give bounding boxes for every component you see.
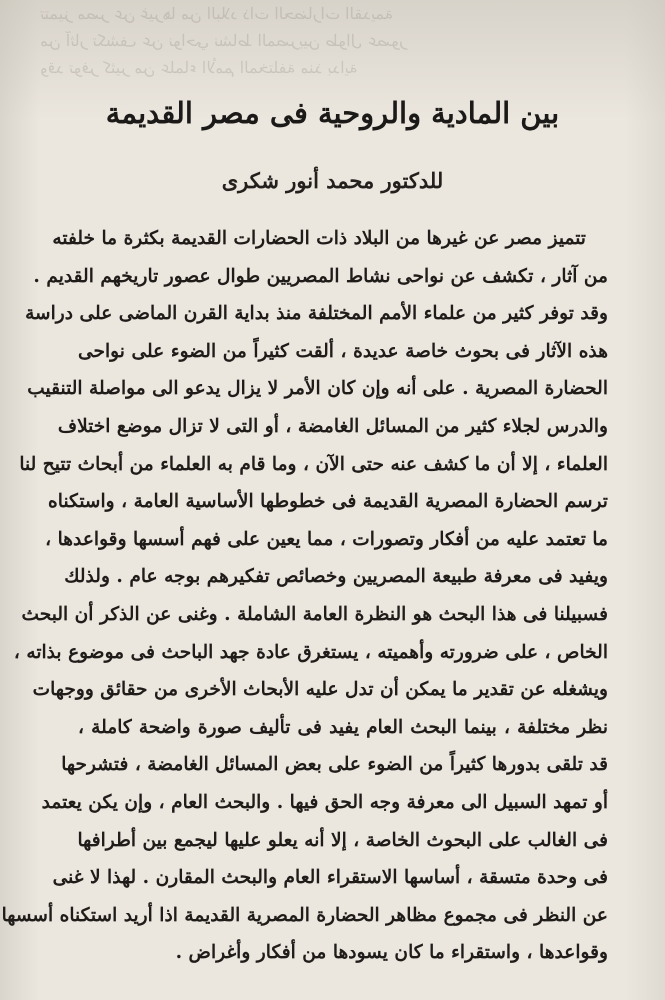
text-line: ترسم الحضارة المصرية القديمة فى خطوطها الأساسية العامة ، واستكناه bbox=[48, 491, 608, 513]
bleed-through-line: من آثار تكشف عن نواحي نشاط المصريين طوال عصور bbox=[40, 31, 407, 50]
text-line: وقد توفر كثير من علماء الأمم المختلفة منذ بداية القرن الماضى على دراسة bbox=[25, 303, 608, 325]
text-line: فى الغالب على البحوث الخاصة ، إلا أنه يعلو عليها ليجمع بين أطرافها bbox=[77, 829, 608, 851]
text-line: قد تلقى بدورها كثيراً من الضوء على بعض المسائل الغامضة ، فتشرحها bbox=[61, 754, 608, 776]
text-line: تتميز مصر عن غيرها من البلاد ذات الحضارات القديمة بكثرة ما خلفته bbox=[52, 228, 586, 249]
article-author: للدكتور محمد أنور شكرى bbox=[221, 168, 444, 193]
text-line: ويشغله عن تقدير ما يمكن أن تدل عليه الأبحاث الأخرى من حقائق ووجهات bbox=[32, 679, 608, 701]
text-line: أو تمهد السبيل الى معرفة وجه الحق فيها . والبحث العام ، وإن يكن يعتمد bbox=[41, 791, 608, 813]
text-line: من آثار ، تكشف عن نواحى نشاط المصريين طوال عصور تاريخهم القديم . bbox=[33, 265, 608, 287]
text-line: وقواعدها ، واستقراء ما كان يسودها من أفكار وأغراض . bbox=[175, 942, 608, 964]
text-line: فسبيلنا فى هذا البحث هو النظرة العامة الشاملة . وغنى عن الذكر أن البحث bbox=[21, 603, 608, 625]
text-line: العلماء ، إلا أن ما كشف عنه حتى الآن ، وما قام به العلماء من أبحاث تتيح لنا bbox=[19, 453, 608, 475]
text-line: ما تعتمد عليه من أفكار وتصورات ، مما يعين على فهم أسسها وقواعدها ، bbox=[45, 528, 608, 550]
text-line: فى وحدة متسقة ، أساسها الاستقراء العام والبحث المقارن . لهذا لا غنى bbox=[52, 867, 608, 889]
text-line: عن النظر فى مجموع مظاهر الحضارة المصرية القديمة اذا أريد استكناه أسسها bbox=[1, 904, 608, 926]
text-line: والدرس لجلاء كثير من المسائل الغامضة ، أو التى لا تزال موضع اختلاف bbox=[57, 415, 608, 437]
text-line: الخاص ، على ضرورته وأهميته ، يستغرق عادة جهد الباحث فى موضوع بذاته ، bbox=[13, 641, 608, 663]
article-body bbox=[1, 220, 608, 972]
bleed-through-text bbox=[40, 0, 625, 95]
bleed-through-line: وقد توفر كثير من علماء الأمم المختلفة منذ بداية bbox=[40, 58, 358, 77]
text-line: نظر مختلفة ، بينما البحث العام يفيد فى تأليف صورة واضحة كاملة ، bbox=[78, 716, 608, 738]
bleed-through-line: تتميز مصر عن غيرها من البلاد ذات الحضارات القديمة bbox=[40, 4, 394, 23]
text-line: ويفيد فى معرفة طبيعة المصريين وخصائص تفكيرهم بوجه عام . ولذلك bbox=[64, 566, 608, 588]
text-line: الحضارة المصرية . على أنه وإن كان الأمر لا يزال يدعو الى مواصلة التنقيب bbox=[27, 378, 608, 400]
article-title: بين المادية والروحية فى مصر القديمة bbox=[105, 96, 560, 130]
text-line: هذه الآثار فى بحوث خاصة عديدة ، ألقت كثيراً من الضوء على نواحى bbox=[78, 340, 608, 362]
